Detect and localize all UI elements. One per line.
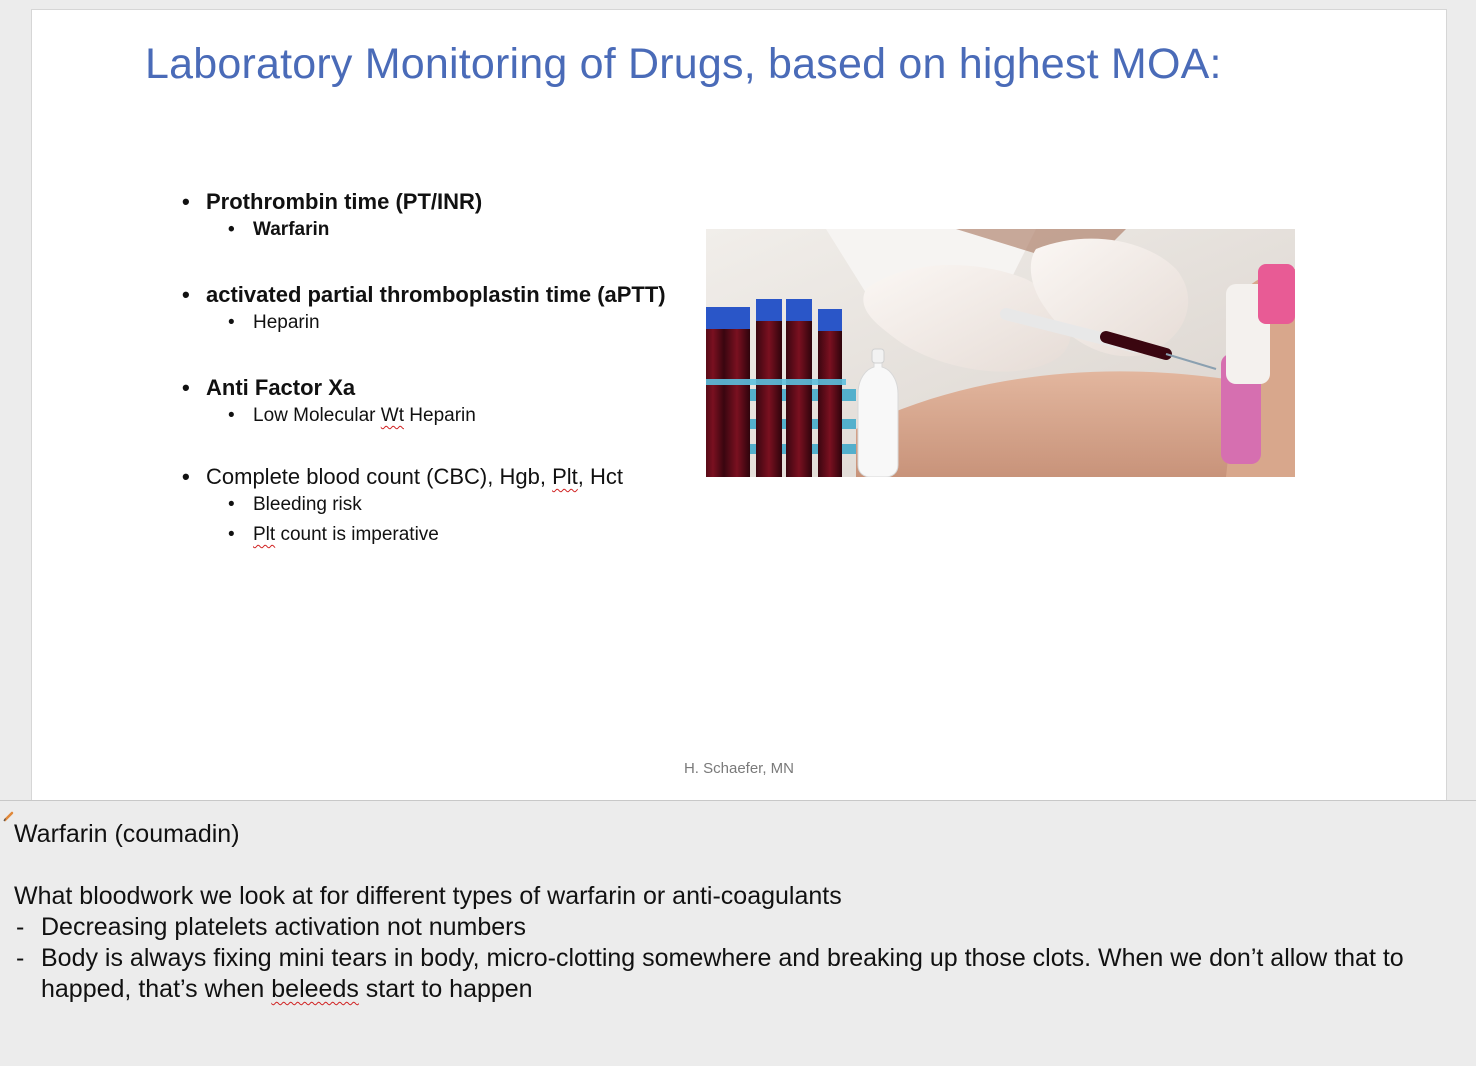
notes-intro: What bloodwork we look at for different types of warfarin or anti-coagulants [14,882,842,910]
text-run: Complete blood count (CBC), Hgb, [206,464,553,489]
text-run: Low Molecular [253,405,381,426]
text-run: count is imperative [275,524,439,545]
sub-bullet-plt-count[interactable] [182,520,682,550]
slide-canvas[interactable] [32,10,1446,800]
slide-title[interactable]: Laboratory Monitoring of Drugs, based on highest MOA: [145,40,1222,88]
notes-item-platelets: - Decreasing platelets activation not numbers [14,912,1469,943]
spellcheck-word: Plt [253,524,276,545]
sub-bullet-lmwh[interactable] [182,401,682,431]
sub-bullet-warfarin[interactable]: • Warfarin [182,215,682,245]
photo-illustration [706,229,1295,477]
notes-item-line [41,974,1469,1005]
spellcheck-word: Plt [552,464,578,489]
notes-item-line: - Body is always fixing mini tears in body, micro-clotting somewhere and breaking up those clots. When we don’t allow that to [41,944,1404,972]
slide-footer[interactable]: H. Schaefer, MN [683,760,795,777]
bullet-list[interactable] [182,188,682,550]
spellcheck-word: beleeds [271,975,359,1003]
notes-title: Warfarin (coumadin) [14,820,240,848]
sub-bullet-heparin[interactable]: • Heparin [182,308,682,338]
text-run: , Hct [577,464,623,489]
text-run: happed, that’s when [41,975,272,1003]
bullet-pt-inr[interactable]: • Prothrombin time (PT/INR) [182,188,682,215]
bullet-anti-factor-xa[interactable]: • Anti Factor Xa [182,374,682,401]
bullet-cbc[interactable] [182,463,682,490]
sub-bullet-bleeding-risk[interactable]: • Bleeding risk [182,490,682,520]
notes-item-micro-clotting [14,943,1469,1005]
text-run: start to happen [358,975,533,1003]
spellcheck-word: Wt [380,405,404,426]
blood-draw-photo[interactable] [706,229,1295,477]
bullet-aptt[interactable]: • activated partial thromboplastin time (aPTT) [182,281,682,308]
speaker-notes-pane[interactable] [0,801,1476,1066]
notes-text[interactable] [14,819,1469,1005]
text-run: Heparin [404,405,476,426]
